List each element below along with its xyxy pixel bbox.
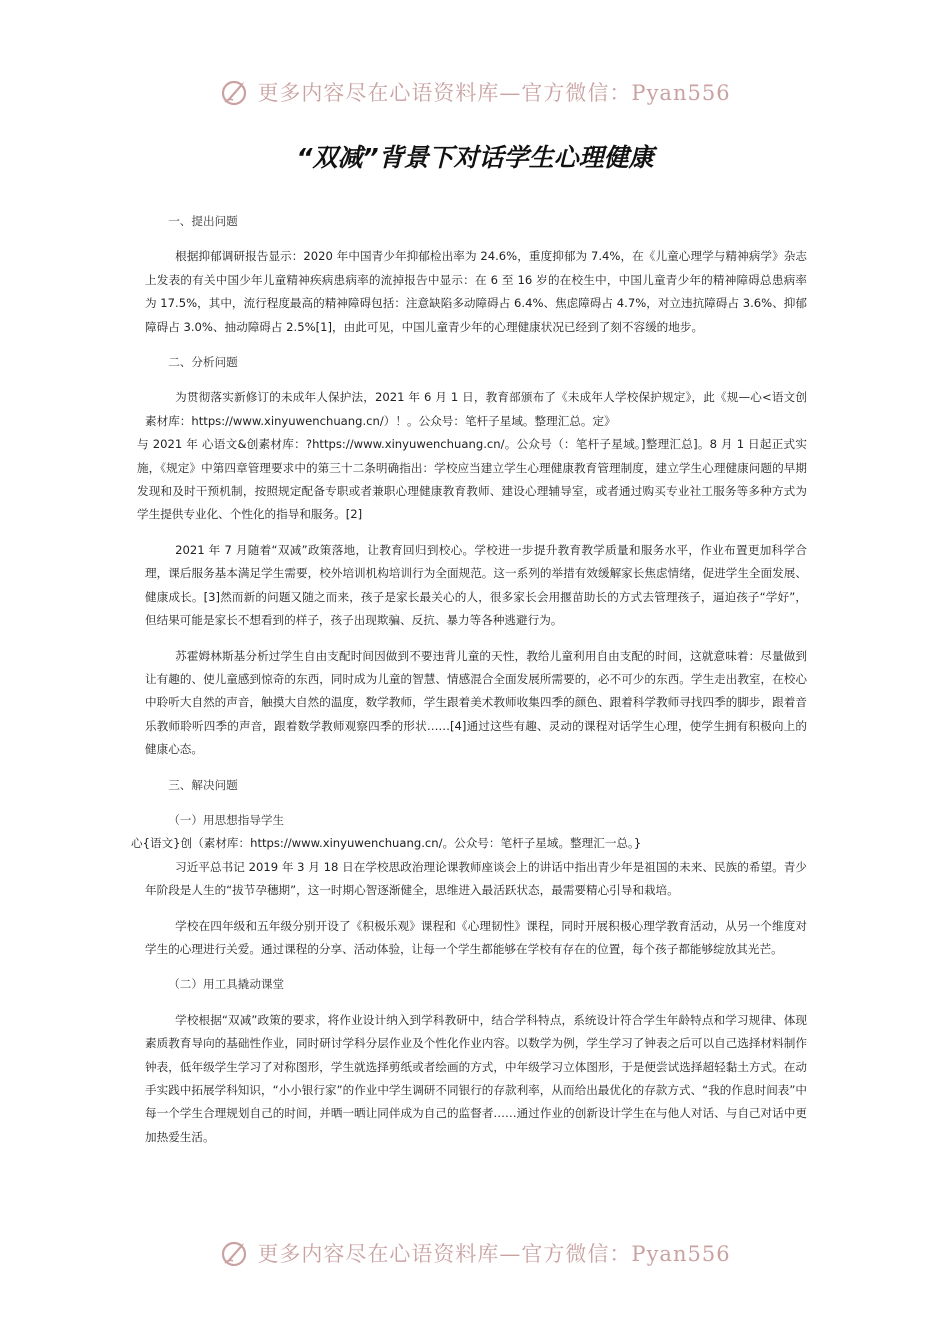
section-heading-1: 一、提出问题: [168, 214, 238, 228]
scroll-quill-logo-icon: [219, 1237, 251, 1269]
document-body: [131, 210, 807, 1149]
paragraph: 学校根据“双减”政策的要求，将作业设计纳入到学科教研中，结合学科特点，系统设计符合学生年龄特点和学习规律、体现素质教育导向的基础性作业，同时研讨学科分层作业及个性化作业内容。以数学为例，学生学习了钟表之后可以自己选择材料制作钟表，低年级学生学习了对称图形，学生就选择剪纸或者绘画的方式，中年级学习立体图形，于是便尝试选择超轻黏土方式。在动手实践中拓展学科知识，“小小银行家”的作业中学生调研不同银行的存款利率，从而给出最优化的存款方式、“我的作息时间表”中每一个学生合理规划自己的时间，并晒一晒让同伴成为自己的监督者……通过作业的创新设计学生在与他人对话、与自己对话中更加热爱生活。: [145, 1012, 807, 1144]
paragraph: 根据抑郁调研报告显示：2020 年中国青少年抑郁检出率为 24.6%，重度抑郁为 7.4%，在《儿童心理学与精神病学》杂志上发表的有关中国少年儿童精神疾病患病率的流掉报告中显示：在 6 至 16 岁的在校生中，中国儿童青少年的精神障碍总患病率为 17.5%，其中，流行程度最高的精神障碍包括：注意缺陷多动障碍占 6.4%、焦虑障碍占 4.7%，对立违抗障碍占 3.6%、抑郁障碍占 3.0%、抽动障碍占 2.5%[1]，由此可见，中国儿童青少年的心理健康状况已经到了刻不容缓的地步。: [145, 249, 807, 334]
paragraph: 为贯彻落实新修订的未成年人保护法，2021 年 6 月 1 日，教育部颁布了《未成年人学校保护规定》，此《规—心<语文创素材库：https://www.xinyuwenchuang.cn/）！。公众号：笔杆子星域。整理汇总。定》: [145, 390, 807, 428]
subsection-heading-2: （二）用工具撬动课堂: [168, 977, 285, 992]
banner-text: 更多内容尽在心语资料库—官方微信：Pyan556: [257, 81, 731, 105]
paragraph: 苏霍姆林斯基分析过学生自由支配时间因做到不要违背儿童的天性，教给儿童利用自由支配的时间，这就意味着：尽量做到让有趣的、使儿童感到惊奇的东西，同时成为儿童的智慧、情感混合全面发展所需要的，必不可少的东西。学生走出教室，在校心中聆听大自然的声音，触摸大自然的温度，数学教师，学生跟着美术教师收集四季的颜色、跟着科学教师寻找四季的脚步，跟着音乐教师聆听四季的声音，跟着数学教师观察四季的形状……[4]通过这些有趣、灵动的课程对话学生心理，使学生拥有积极向上的健康心态。: [145, 648, 807, 757]
paragraph: 学校在四年级和五年级分别开设了《积极乐观》课程和《心理韧性》课程，同时开展积极心理学教育活动，从另一个维度对学生的心理进行关爱。通过课程的分享、活动体验，让每一个学生都能够在学校有存在的位置，每个孩子都能够绽放其光芒。: [145, 918, 807, 956]
paragraph: 2021 年 7 月随着“双减”政策落地，让教育回归到校心。学校进一步提升教育教学质量和服务水平，作业布置更加科学合理，课后服务基本满足学生需要，校外培训机构培训行为全面规范。这一系列的举措有效缓解家长焦虑情绪，促进学生全面发展、健康成长。[3]然而新的问题又随之而来，孩子是家长最关心的人，很多家长会用揠苗助长的方式去管理孩子，逼迫孩子“学好”，但结果可能是家长不想看到的样子，孩子出现欺骗、反抗、暴力等各种逃避行为。: [145, 542, 807, 628]
scroll-quill-logo-icon: [219, 76, 251, 108]
header-watermark-banner: [0, 72, 950, 112]
section-heading-2: 二、分析问题: [168, 355, 238, 370]
document-title: “双减”背景下对话学生心理健康: [296, 143, 654, 172]
inline-note: 心{语文}创（素材库：https://www.xinyuwenchuang.cn/。公众号：笔杆子星域。整理汇一总。}: [131, 836, 642, 851]
footer-watermark-banner: [0, 1233, 950, 1273]
paragraph: 与 2021 年 心语文&创素材库：?https://www.xinyuwenchuang.cn/。公众号（：笔杆子星域。]整理汇总]。8 月 1 日起正式实施，《规定》中第四章管理要求中的第三十二条明确指出：学校应当建立学生心理健康教育管理制度，建立学生心理健康问题的早期发现和及时干预机制，按照规定配备专职或者兼职心理健康教育教师、建设心理辅导室，或者通过购买专业社工服务等多种方式为学生提供专业化、个性化的指导和服务。[2]: [137, 437, 807, 522]
section-heading-3: 三、解决问题: [168, 777, 238, 792]
paragraph: 习近平总书记 2019 年 3 月 18 日在学校思政治理论课教师座谈会上的讲话中指出青少年是祖国的未来、民族的希望。青少年阶段是人生的“拔节孕穗期”，这一时期心智逐渐健全，思维进入最活跃状态，最需要精心引导和栽培。: [145, 859, 807, 898]
banner-text: 更多内容尽在心语资料库—官方微信：Pyan556: [257, 1242, 731, 1266]
subsection-heading-1: （一）用思想指导学生: [168, 812, 285, 827]
